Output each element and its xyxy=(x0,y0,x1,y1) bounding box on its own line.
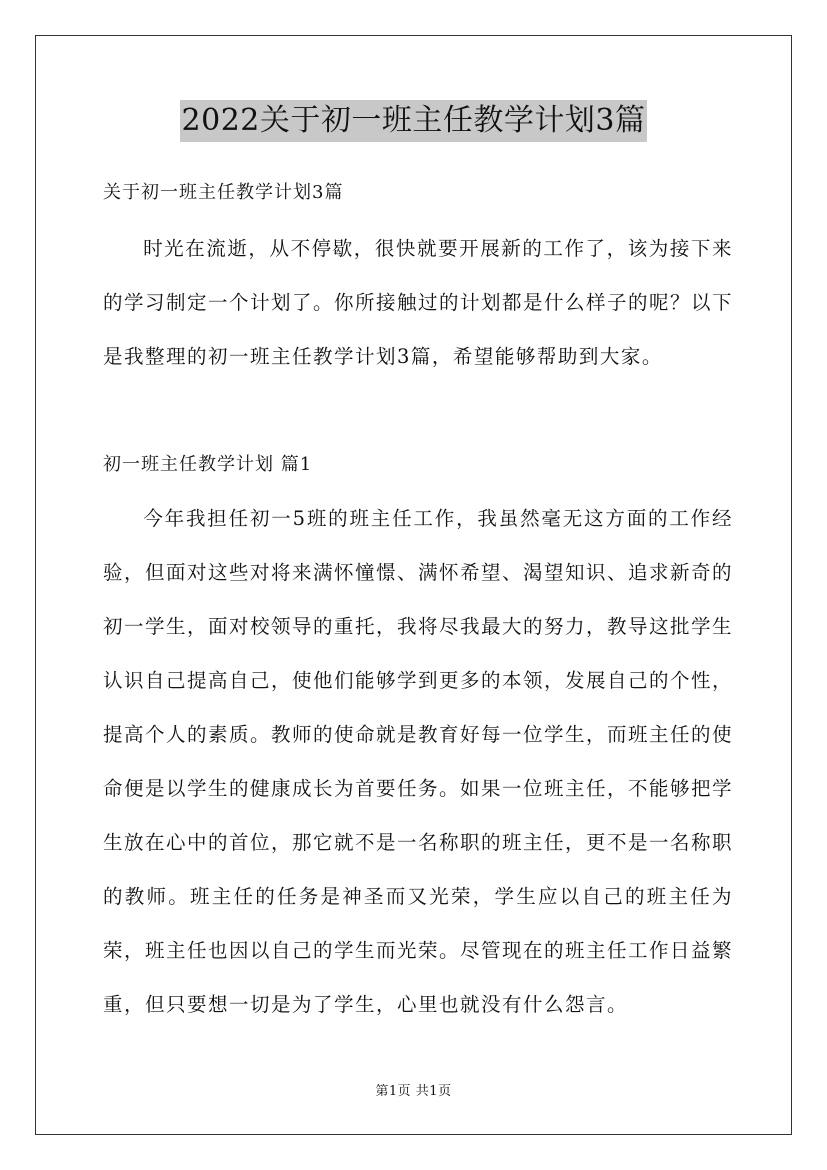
section-heading: 初一班主任教学计划 篇1 xyxy=(103,454,313,475)
intro-paragraph xyxy=(103,222,733,384)
document-subtitle: 关于初一班主任教学计划3篇 xyxy=(103,182,344,203)
section-body-paragraph xyxy=(103,492,733,1032)
section-body-text: 今年我担任初一5班的班主任工作，我虽然毫无这方面的工作经验，但面对这些对将来满怀憧憬、满怀希望、渴望知识、追求新奇的初一学生，面对校领导的重托，我将尽我最大的努力，教导这批学生认识自己提高自己，使他们能够学到更多的本领，发展自己的个性，提高个人的素质。教师的使命就是教育好每一位学生，而班主任的使命便是以学生的健康成长为首要任务。如果一位班主任，不能够把学生放在心中的首位，那它就不是一名称职的班主任，更不是一名称职的教师。班主任的任务是神圣而又光荣，学生应以自己的班主任为荣，班主任也因以自己的学生而光荣。尽管现在的班主任工作日益繁重，但只要想一切是为了学生，心里也就没有什么怨言。 xyxy=(103,507,734,1016)
document-title: 2022关于初一班主任教学计划3篇 xyxy=(180,100,648,142)
title-container xyxy=(0,100,827,142)
page-footer: 第1页 共1页 xyxy=(375,1084,452,1099)
intro-text: 时光在流逝，从不停歇，很快就要开展新的工作了，该为接下来的学习制定一个计划了。你所接触过的计划都是什么样子的呢？以下是我整理的初一班主任教学计划3篇，希望能够帮助到大家。 xyxy=(103,237,734,368)
